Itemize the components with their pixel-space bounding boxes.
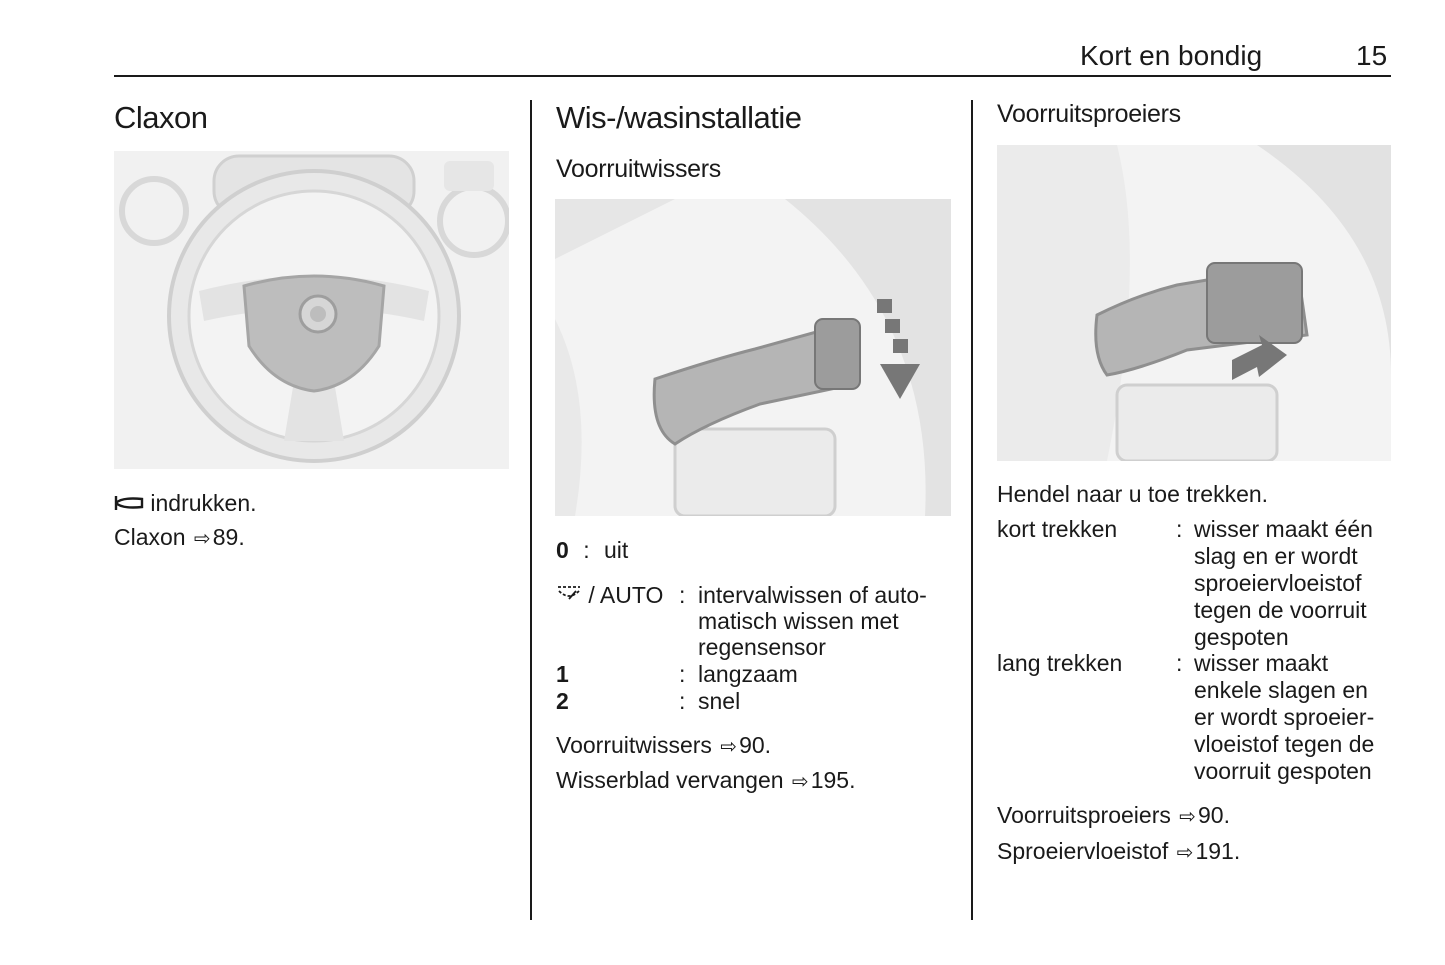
reference-arrow-icon: ⇨ [1179,806,1197,828]
long-pull-description-line: vloeistof tegen de [1194,731,1375,757]
reference-page[interactable]: 191. [1195,838,1241,864]
wiper-position-2-description: snel [698,688,741,714]
position-description: uit [603,537,629,563]
reference-page[interactable]: 90. [1198,802,1230,828]
page-number: 15 [1356,40,1388,71]
section-heading-washers: Voorruitsproeiers [997,100,1181,128]
short-pull-description-line: slag en er wordt [1194,543,1358,569]
reference-page[interactable]: 89. [212,524,245,550]
section-heading-wiper-washer: Wis-/wasinstallatie [556,100,802,135]
separator: : [583,537,590,563]
position-description-line: intervalwissen of auto- [698,582,927,608]
position-key: / AUTO [588,582,664,608]
reference-label: Voorruitsproeiers [997,802,1171,828]
reference-label: Claxon [114,524,186,550]
long-pull-description-line: wisser maakt [1194,650,1329,676]
reference-arrow-icon: ⇨ [791,771,809,793]
short-pull-description-line: wisser maakt één [1194,516,1373,542]
interval-wiper-icon [556,582,588,608]
reference-label: Voorruitwissers [556,732,712,758]
separator: : [679,688,686,714]
steering-wheel-figure [114,151,509,469]
wiper-position-1-description: langzaam [698,661,798,687]
reference-arrow-icon: ⇨ [194,528,211,550]
position-key: 0 [556,537,569,563]
claxon-instruction-text: indrukken. [150,490,257,516]
separator: : [679,582,686,608]
section-heading-claxon: Claxon [114,100,208,135]
long-pull-description-line: voorruit gespoten [1194,758,1372,784]
wiper-position-2-key: 2 [556,688,569,714]
wiper-stalk-figure [555,199,951,516]
column-divider-2 [971,100,973,920]
position-description-line: regensensor [698,634,826,660]
washers-reference [997,802,1230,831]
subheading-windscreen-wipers: Voorruitwissers [556,155,721,183]
position-description-line: matisch wissen met [698,608,899,634]
running-header-title: Kort en bondig [1080,40,1263,71]
reference-page[interactable]: 90. [739,732,772,758]
wiper-blade-reference [556,767,855,796]
wiper-position-1-key: 1 [556,661,569,687]
long-pull-description-line: enkele slagen en [1194,677,1368,703]
claxon-reference [114,524,245,553]
wipers-reference [556,732,771,761]
separator: : [679,661,686,687]
washer-stalk-figure [997,145,1391,461]
reference-label: Wisserblad vervangen [556,767,784,793]
wiper-position-0 [556,537,628,564]
reference-label: Sproeiervloeistof [997,838,1169,864]
reference-page[interactable]: 195. [810,767,856,793]
short-pull-description-line: tegen de voorruit [1194,597,1367,623]
short-pull-description-line: gespoten [1194,624,1289,650]
short-pull-key: kort trekken [997,516,1118,542]
header-rule [114,75,1391,77]
reference-arrow-icon: ⇨ [720,736,738,758]
short-pull-description-line: sproeiervloeistof [1194,570,1362,596]
column-divider-1 [530,100,532,920]
claxon-instruction [114,490,257,517]
long-pull-description-line: er wordt sproeier- [1194,704,1375,730]
washer-instruction: Hendel naar u toe trekken. [997,481,1269,507]
separator: : [1176,516,1183,542]
separator: : [1176,650,1183,676]
long-pull-key: lang trekken [997,650,1123,676]
reference-arrow-icon: ⇨ [1176,842,1194,864]
wiper-position-auto [556,582,663,609]
horn-icon [114,490,150,516]
washer-fluid-reference [997,838,1240,867]
